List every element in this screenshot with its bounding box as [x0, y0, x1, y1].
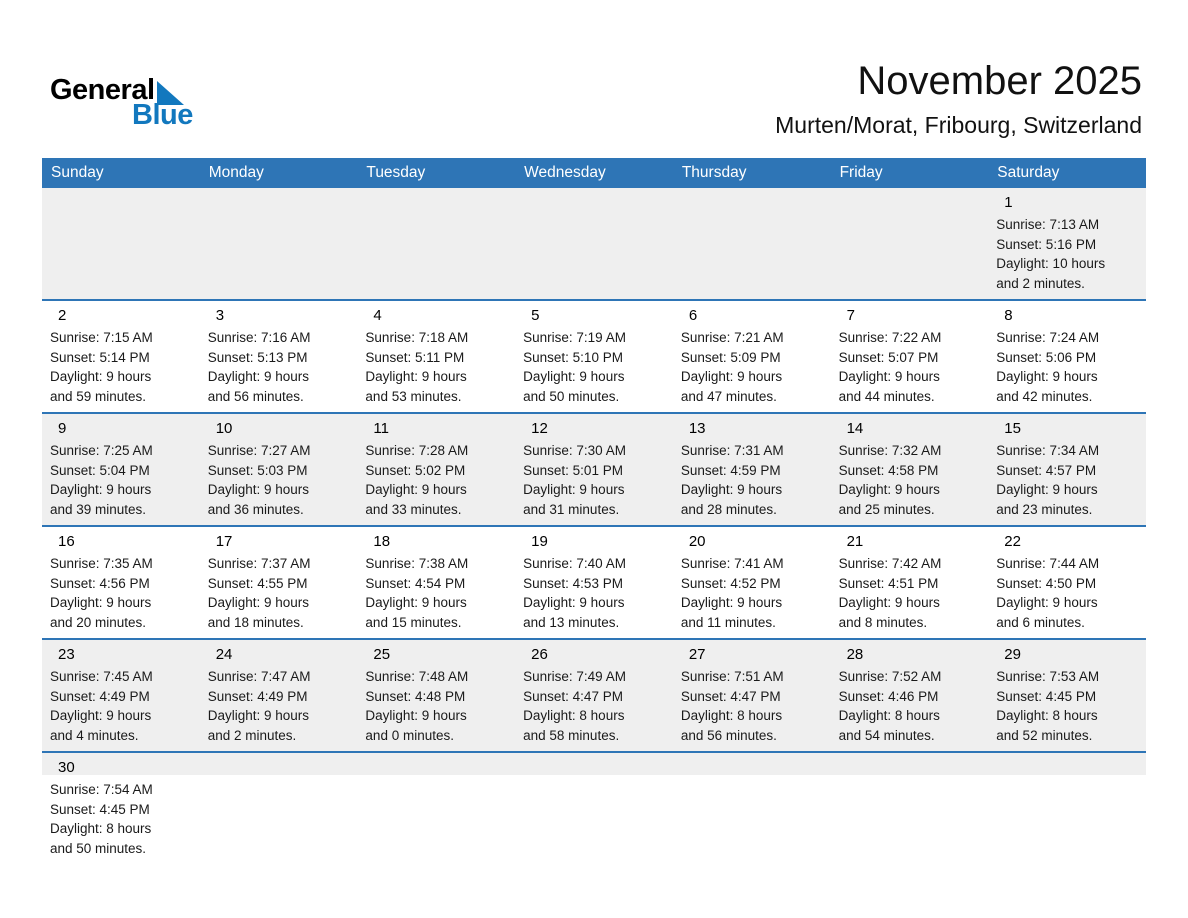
day-cell — [357, 301, 515, 412]
weekday-wednesday: Wednesday — [524, 164, 606, 181]
day-info-line: and 11 minutes. — [680, 614, 776, 630]
day-info-line: Sunrise: 7:15 AM — [50, 330, 153, 345]
day-info-line: Sunrise: 7:41 AM — [680, 556, 784, 571]
day-info-line: Sunrise: 7:49 AM — [523, 669, 626, 684]
day-info-line: and 47 minutes. — [680, 388, 777, 404]
day-info-line: Sunset: 4:45 PM — [50, 801, 150, 817]
day-info-line: and 8 minutes. — [838, 614, 928, 630]
day-info-line: Sunset: 4:50 PM — [996, 575, 1097, 591]
day-cell — [831, 301, 989, 412]
day-number: 23 — [58, 646, 75, 663]
day-info-line: Sunset: 5:02 PM — [365, 462, 466, 478]
day-info-line: and 0 minutes. — [365, 727, 454, 743]
day-info-line: Sunset: 5:06 PM — [996, 349, 1097, 365]
day-number: 13 — [688, 420, 706, 437]
day-number: 29 — [1004, 646, 1021, 663]
day-cell — [673, 527, 831, 638]
day-cell — [515, 414, 673, 525]
day-number: 24 — [215, 646, 233, 663]
day-info-line: and 4 minutes. — [50, 727, 139, 743]
day-number: 7 — [846, 307, 855, 324]
day-info-line: and 18 minutes. — [207, 614, 304, 630]
day-cell — [988, 188, 1146, 299]
day-info-line: Sunrise: 7:18 AM — [365, 330, 469, 345]
day-number: 1 — [1004, 194, 1013, 211]
day-number: 30 — [58, 759, 75, 776]
day-info-line: Daylight: 8 hours — [996, 708, 1098, 723]
day-info-line: and 15 minutes. — [365, 614, 462, 630]
day-info-line: and 23 minutes. — [996, 501, 1093, 517]
calendar-table — [42, 158, 1146, 865]
day-info-line: and 20 minutes. — [50, 614, 147, 630]
empty-cell — [673, 188, 831, 299]
day-number: 2 — [58, 307, 67, 324]
day-info-line: and 59 minutes. — [50, 388, 147, 404]
day-number: 8 — [1004, 307, 1013, 324]
day-info-line: and 44 minutes. — [838, 388, 935, 404]
day-info-line: Sunrise: 7:53 AM — [996, 669, 1100, 684]
day-info-line: Sunrise: 7:21 AM — [680, 330, 784, 345]
day-info-line: and 58 minutes. — [523, 727, 620, 743]
empty-cell — [673, 753, 831, 865]
week-row — [42, 751, 1146, 865]
day-cell — [515, 640, 673, 751]
day-info-line: and 28 minutes. — [680, 501, 777, 517]
day-cell — [200, 640, 358, 751]
day-info-line: Sunset: 4:56 PM — [50, 575, 150, 591]
week-row — [42, 299, 1146, 412]
day-info-line: Sunrise: 7:51 AM — [680, 669, 784, 684]
day-info-line: Daylight: 9 hours — [996, 369, 1098, 384]
day-cell — [357, 527, 515, 638]
day-info-line: Sunrise: 7:40 AM — [523, 556, 626, 571]
day-info-line: Sunset: 5:07 PM — [838, 349, 939, 365]
day-info-line: Daylight: 9 hours — [207, 482, 310, 497]
day-number: 3 — [215, 307, 225, 324]
day-info-line: Sunset: 4:47 PM — [523, 688, 623, 704]
empty-cell — [42, 188, 200, 299]
location-subtitle: Murten/Morat, Fribourg, Switzerland — [775, 112, 1142, 138]
day-info-line: Daylight: 9 hours — [207, 369, 310, 384]
day-info-line: Sunrise: 7:35 AM — [50, 556, 153, 571]
day-info-line: Sunrise: 7:28 AM — [365, 443, 469, 458]
day-number: 4 — [373, 307, 382, 324]
day-info-line: Sunrise: 7:42 AM — [838, 556, 942, 571]
weekday-tuesday: Tuesday — [366, 164, 426, 181]
page-header — [0, 0, 1188, 158]
day-cell — [42, 640, 200, 751]
day-cell — [988, 301, 1146, 412]
day-info-line: Sunrise: 7:24 AM — [996, 330, 1100, 345]
day-cell — [988, 414, 1146, 525]
day-info-line: Sunset: 5:01 PM — [523, 462, 623, 478]
day-info-line: Sunset: 4:53 PM — [523, 575, 623, 591]
day-info-line: Sunrise: 7:25 AM — [50, 443, 153, 458]
day-cell — [200, 301, 358, 412]
empty-cell — [357, 188, 515, 299]
day-number: 20 — [688, 533, 706, 550]
day-info-line: and 56 minutes. — [207, 388, 304, 404]
day-info-line: Sunset: 4:49 PM — [207, 688, 308, 704]
day-cell — [831, 414, 989, 525]
day-info-line: Sunset: 5:11 PM — [365, 349, 465, 365]
week-row — [42, 525, 1146, 638]
day-info-line: Sunset: 5:10 PM — [523, 349, 623, 365]
day-number: 14 — [846, 420, 864, 437]
day-info-line: Daylight: 9 hours — [838, 595, 940, 610]
day-cell — [42, 527, 200, 638]
day-cell — [357, 640, 515, 751]
day-info-line: Sunrise: 7:44 AM — [996, 556, 1100, 571]
day-number: 5 — [531, 307, 540, 324]
day-number: 17 — [215, 533, 233, 550]
day-info-line: and 50 minutes. — [50, 840, 147, 856]
day-info-line: Daylight: 9 hours — [680, 595, 783, 610]
day-cell — [515, 301, 673, 412]
day-cell — [42, 753, 200, 865]
day-info-line: Daylight: 9 hours — [50, 708, 152, 723]
day-info-line: Daylight: 9 hours — [996, 595, 1098, 610]
day-info-line: Sunset: 4:45 PM — [996, 688, 1097, 704]
day-info-line: Sunset: 5:04 PM — [50, 462, 150, 478]
empty-cell — [831, 188, 989, 299]
day-info-line: and 25 minutes. — [838, 501, 935, 517]
week-row — [42, 188, 1146, 299]
day-info-line: Sunset: 4:57 PM — [996, 462, 1097, 478]
day-info-line: Sunrise: 7:38 AM — [365, 556, 469, 571]
empty-cell — [515, 188, 673, 299]
day-number: 28 — [846, 646, 864, 663]
day-info-line: and 36 minutes. — [207, 501, 304, 517]
empty-cell — [200, 753, 358, 865]
day-info-line: Daylight: 9 hours — [207, 708, 310, 723]
day-info-line: Sunrise: 7:22 AM — [838, 330, 942, 345]
day-cell — [42, 301, 200, 412]
day-info-line: Sunset: 4:55 PM — [207, 575, 308, 591]
day-number: 11 — [373, 420, 389, 437]
day-cell — [515, 527, 673, 638]
empty-cell — [988, 753, 1146, 865]
day-info-line: Sunset: 4:47 PM — [680, 688, 781, 704]
day-info-line: Sunrise: 7:32 AM — [838, 443, 942, 458]
day-number: 15 — [1004, 420, 1021, 437]
empty-cell — [515, 753, 673, 865]
day-info-line: Daylight: 9 hours — [680, 369, 783, 384]
calendar-weeks — [42, 188, 1146, 865]
day-info-line: Sunrise: 7:19 AM — [523, 330, 626, 345]
weekday-thursday: Thursday — [681, 164, 747, 181]
day-info-line: Sunrise: 7:54 AM — [50, 782, 153, 797]
day-info-line: Daylight: 9 hours — [365, 708, 467, 723]
day-cell — [200, 414, 358, 525]
day-info-line: and 33 minutes. — [365, 501, 462, 517]
day-info-line: Daylight: 9 hours — [996, 482, 1098, 497]
day-info-line: Sunset: 4:52 PM — [680, 575, 781, 591]
day-info-line: Daylight: 9 hours — [523, 482, 625, 497]
day-info-line: Sunset: 5:16 PM — [996, 236, 1097, 252]
empty-cell — [200, 188, 358, 299]
day-info-line: Daylight: 9 hours — [50, 595, 152, 610]
weekday-saturday: Saturday — [997, 164, 1060, 181]
weekday-friday: Friday — [839, 164, 883, 181]
day-cell — [831, 640, 989, 751]
title-block — [775, 58, 1142, 138]
day-cell — [357, 414, 515, 525]
day-cell — [673, 640, 831, 751]
day-info-line: Daylight: 10 hours — [996, 256, 1106, 271]
day-info-line: Sunset: 4:59 PM — [680, 462, 781, 478]
day-number: 26 — [531, 646, 548, 663]
day-info-line: Sunrise: 7:48 AM — [365, 669, 469, 684]
day-info-line: and 50 minutes. — [523, 388, 620, 404]
day-info-line: Sunrise: 7:47 AM — [207, 669, 311, 684]
day-info-line: and 54 minutes. — [838, 727, 935, 743]
day-info-line: Sunset: 5:13 PM — [207, 349, 308, 365]
day-cell — [831, 527, 989, 638]
day-info-line: Daylight: 9 hours — [50, 482, 152, 497]
day-info-line: Daylight: 9 hours — [365, 369, 467, 384]
day-info-line: and 13 minutes. — [523, 614, 620, 630]
day-info-line: and 39 minutes. — [50, 501, 147, 517]
day-info-line: Daylight: 9 hours — [365, 595, 467, 610]
day-info-line: Daylight: 9 hours — [838, 482, 940, 497]
weekday-header-row — [42, 158, 1146, 188]
day-info-line: Daylight: 9 hours — [523, 369, 625, 384]
day-info-line: and 31 minutes. — [523, 501, 620, 517]
day-info-line: Daylight: 8 hours — [523, 708, 625, 723]
day-info-line: Sunset: 4:51 PM — [838, 575, 939, 591]
general-blue-logo — [50, 76, 193, 130]
day-info-line: Sunrise: 7:45 AM — [50, 669, 153, 684]
day-info-line: and 42 minutes. — [996, 388, 1093, 404]
day-cell — [988, 640, 1146, 751]
day-info-line: and 2 minutes. — [996, 275, 1085, 291]
day-info-line: Sunset: 4:46 PM — [838, 688, 939, 704]
day-info-line: Daylight: 9 hours — [523, 595, 625, 610]
day-info-line: Daylight: 9 hours — [50, 369, 152, 384]
day-number: 9 — [58, 420, 67, 437]
day-info-line: Sunset: 5:03 PM — [207, 462, 308, 478]
day-info-line: and 53 minutes. — [365, 388, 462, 404]
day-info-line: Sunrise: 7:27 AM — [207, 443, 311, 458]
day-number: 6 — [688, 307, 698, 324]
day-info-line: Sunrise: 7:13 AM — [996, 217, 1100, 232]
day-info-line: and 2 minutes. — [207, 727, 297, 743]
day-info-line: Daylight: 8 hours — [680, 708, 783, 723]
day-info-line: Daylight: 9 hours — [838, 369, 940, 384]
day-info-line: Daylight: 8 hours — [838, 708, 940, 723]
logo-word-general: General — [50, 74, 155, 106]
day-info-line: Sunrise: 7:34 AM — [996, 443, 1100, 458]
day-number: 16 — [58, 533, 75, 550]
day-number: 27 — [688, 646, 706, 663]
day-info-line: Sunrise: 7:52 AM — [838, 669, 942, 684]
day-number: 22 — [1004, 533, 1021, 550]
day-cell — [673, 301, 831, 412]
day-info-line: Daylight: 9 hours — [680, 482, 783, 497]
day-number: 18 — [373, 533, 391, 550]
day-info-line: Sunset: 4:48 PM — [365, 688, 466, 704]
weekday-monday: Monday — [208, 164, 264, 181]
day-number: 21 — [846, 533, 864, 550]
day-info-line: Daylight: 9 hours — [207, 595, 310, 610]
day-info-line: Daylight: 8 hours — [50, 821, 152, 836]
day-info-line: Sunset: 4:49 PM — [50, 688, 150, 704]
day-info-line: Sunset: 5:09 PM — [680, 349, 781, 365]
month-title: November 2025 — [857, 59, 1142, 103]
day-cell — [42, 414, 200, 525]
empty-cell — [357, 753, 515, 865]
day-info-line: Sunset: 4:58 PM — [838, 462, 939, 478]
day-number: 12 — [531, 420, 548, 437]
day-info-line: Sunset: 4:54 PM — [365, 575, 466, 591]
day-number: 19 — [531, 533, 548, 550]
day-info-line: and 52 minutes. — [996, 727, 1093, 743]
day-info-line: Sunrise: 7:31 AM — [680, 443, 784, 458]
weekday-sunday: Sunday — [51, 164, 104, 181]
logo-word-blue: Blue — [132, 99, 193, 131]
day-cell — [673, 414, 831, 525]
day-number: 10 — [215, 420, 233, 437]
day-cell — [988, 527, 1146, 638]
day-number: 25 — [373, 646, 391, 663]
empty-cell — [831, 753, 989, 865]
day-info-line: Sunset: 5:14 PM — [50, 349, 150, 365]
day-info-line: Sunrise: 7:37 AM — [207, 556, 311, 571]
day-cell — [200, 527, 358, 638]
day-info-line: and 6 minutes. — [996, 614, 1085, 630]
day-info-line: Daylight: 9 hours — [365, 482, 467, 497]
day-info-line: Sunrise: 7:30 AM — [523, 443, 626, 458]
week-row — [42, 412, 1146, 525]
week-row — [42, 638, 1146, 751]
logo-triangle-icon — [157, 81, 184, 105]
day-info-line: Sunrise: 7:16 AM — [207, 330, 311, 345]
day-info-line: and 56 minutes. — [680, 727, 777, 743]
